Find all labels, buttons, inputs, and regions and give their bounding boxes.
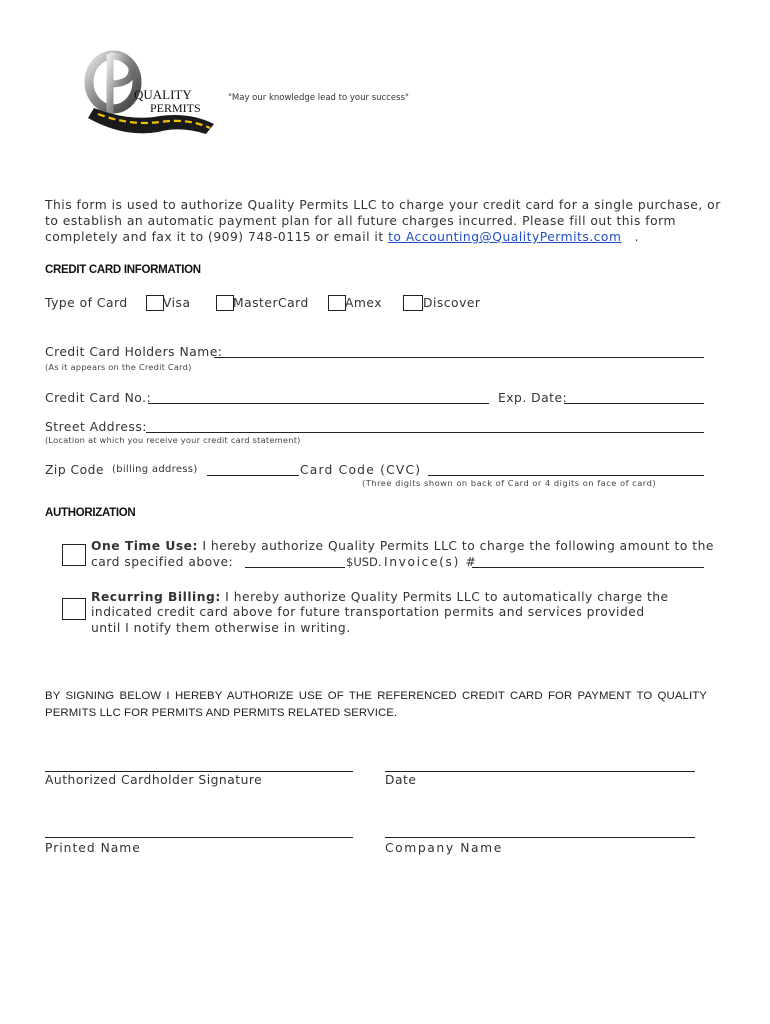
company-name-field[interactable]: [385, 837, 695, 838]
tagline: "May our knowledge lead to your success": [228, 93, 409, 103]
zip-code-note: (billing address): [112, 464, 198, 475]
logo-word-permits: PERMITS: [150, 101, 201, 115]
one-time-use-title: One Time Use:: [91, 539, 198, 553]
street-address-field[interactable]: [146, 432, 704, 433]
holder-name-field[interactable]: [214, 357, 704, 358]
recurring-text-2: indicated credit card above for future transportation permits and services provided: [91, 605, 645, 619]
company-name-label: Company Name: [385, 841, 503, 855]
date-label: Date: [385, 773, 417, 787]
date-field[interactable]: [385, 771, 695, 772]
invoice-field[interactable]: [472, 567, 704, 568]
card-number-label: Credit Card No.:: [45, 391, 152, 405]
cvc-field[interactable]: [428, 475, 704, 476]
recurring-line-1: [91, 590, 669, 604]
mastercard-label: MasterCard: [233, 296, 309, 310]
holder-name-note: (As it appears on the Credit Card): [45, 362, 192, 372]
authorization-statement: BY SIGNING BELOW I HEREBY AUTHORIZE USE OF THE REFERENCED CREDIT CARD FOR PAYMENT TO QUALITY PERMITS LLC FOR PERMITS AND PERMITS RELATED SERVICE.: [45, 690, 707, 719]
signature-label: Authorized Cardholder Signature: [45, 773, 263, 787]
signature-field[interactable]: [45, 771, 353, 772]
logo-graphic: [80, 42, 220, 142]
one-time-use-text-1: I hereby authorize Quality Permits LLC to charge the following amount to the: [202, 539, 714, 553]
printed-name-label: Printed Name: [45, 841, 141, 855]
visa-label: Visa: [163, 296, 191, 310]
zip-code-label: Zip Code: [45, 463, 105, 477]
exp-date-label: Exp. Date:: [498, 391, 568, 405]
cvc-note: (Three digits shown on back of Card or 4 digits on face of card): [362, 478, 657, 488]
credit-card-heading: CREDIT CARD INFORMATION: [45, 264, 201, 276]
recurring-text-3: until I notify them otherwise in writing.: [91, 621, 351, 635]
visa-checkbox[interactable]: [146, 295, 164, 311]
card-number-field[interactable]: [148, 403, 489, 404]
mastercard-checkbox[interactable]: [216, 295, 234, 311]
accounting-email-link[interactable]: to Accounting@QualityPermits.com: [388, 230, 622, 244]
invoice-label: Invoice(s) #: [384, 555, 478, 569]
discover-checkbox[interactable]: [403, 295, 423, 311]
street-address-note: (Location at which you receive your credit card statement): [45, 435, 301, 445]
cvc-label: Card Code (CVC): [300, 463, 422, 477]
recurring-billing-checkbox[interactable]: [62, 598, 86, 620]
amex-label: Amex: [345, 296, 383, 310]
zip-code-field[interactable]: [207, 475, 299, 476]
holder-name-label: Credit Card Holders Name:: [45, 345, 223, 359]
card-type-label: Type of Card: [45, 296, 128, 310]
logo-word-quality: QUALITY: [134, 87, 192, 102]
intro-text: This form is used to authorize Quality Permits LLC to charge your credit card for a single purchase, or to establish an automatic payment plan for all future charges incurred. Please fill out this form completely and fax it to (909) 748-0115 or email it: [45, 198, 721, 244]
discover-label: Discover: [423, 296, 481, 310]
authorization-heading: AUTHORIZATION: [45, 507, 136, 519]
amount-field[interactable]: [245, 567, 345, 568]
one-time-use-checkbox[interactable]: [62, 544, 86, 566]
exp-date-field[interactable]: [564, 403, 704, 404]
intro-trailing: .: [634, 230, 640, 244]
recurring-title: Recurring Billing:: [91, 590, 221, 604]
quality-permits-logo: [80, 42, 220, 142]
recurring-text-1: I hereby authorize Quality Permits LLC to automatically charge the: [225, 590, 669, 604]
printed-name-field[interactable]: [45, 837, 353, 838]
one-time-use-text-2: card specified above:: [91, 555, 234, 569]
street-address-label: Street Address:: [45, 420, 147, 434]
usd-label: $USD.: [346, 555, 382, 569]
one-time-use-line-1: [91, 539, 714, 553]
amex-checkbox[interactable]: [328, 295, 346, 311]
intro-paragraph: [45, 197, 725, 245]
